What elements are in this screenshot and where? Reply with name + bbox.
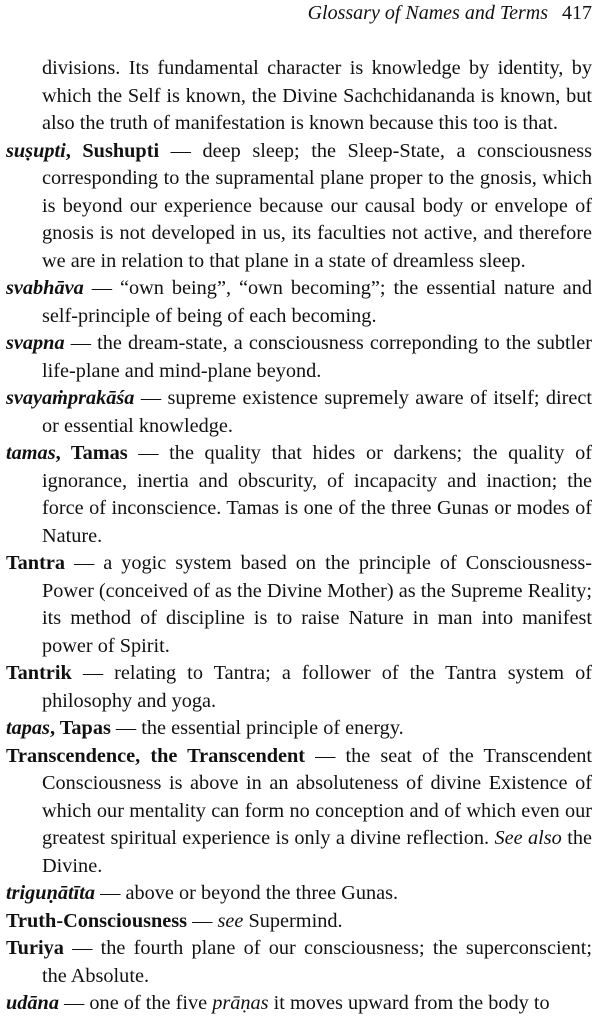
glossary-entry-udana (6, 990, 592, 1018)
glossary-entry-tamas (6, 440, 592, 550)
entry-definition: — deep sleep; the Sleep-State, a consciousness corresponding to the supramental plane proper to the gnosis, which is beyond our experience because our causal body or envelope of gnosis is not developed in us, its faculties not active, and therefore we are in relation to that plane in a state of dreamless sleep. (42, 139, 593, 272)
entry-term-italic: svabhāva (6, 277, 84, 299)
entry-see-also: See also (494, 827, 562, 849)
entry-definition: — “own being”, “own becoming”; the essential nature and self-principle of being of each becoming. (42, 277, 592, 327)
entry-definition: — the seat of the Transcendent Consciousness is above in an absoluteness of divine Existence of which our mentality can form no conception and of which even our greatest spiritual experience is only a divine reflection. (42, 744, 593, 849)
entry-definition: — above or beyond the three Gunas. (95, 882, 399, 904)
entry-definition-after: it moves upward from the body to (268, 992, 550, 1014)
continued-paragraph: divisions. Its fundamental character is knowledge by identity, by which the Self is known, the Divine Sachchidananda is known, but also the truth of manifestation is known because this too is that. (42, 57, 592, 134)
entry-term-italic: udāna (6, 992, 59, 1014)
entry-term-italic: triguṇātīta (6, 882, 96, 904)
entry-definition: — (187, 909, 218, 932)
entry-term: Tapas (59, 717, 111, 739)
glossary-entry-svayamprakasa (6, 385, 592, 440)
glossary-entry-turiya (6, 935, 592, 990)
glossary-entry-susupti (6, 138, 592, 276)
entry-term-italic: tamas (6, 442, 56, 464)
entry-term-italic: suṣupti (6, 139, 66, 162)
glossary-entry-transcendence (6, 743, 592, 881)
entry-definition: — the dream-state, a consciousness correponding to the subtler life-plane and mind-plane beyond. (42, 332, 592, 382)
entry-definition: — the essential principle of energy. (110, 717, 404, 739)
entry-see: see (217, 909, 244, 932)
entry-definition-after: the Divine. (42, 827, 592, 877)
glossary-entry-svapna (6, 330, 592, 385)
glossary-entry-tapas (6, 715, 592, 743)
entry-term: Tamas (70, 442, 128, 464)
glossary-entry-truth-consciousness (6, 908, 592, 936)
entry-separator: , (65, 139, 83, 162)
running-header (308, 2, 592, 25)
header-title: Glossary of Names and Terms (307, 2, 548, 24)
entry-term-italic: svapna (6, 332, 65, 354)
entry-term: Turiya (6, 937, 64, 959)
entry-definition: — relating to Tantra; a follower of the Tantra system of philosophy and yoga. (42, 662, 592, 712)
glossary-entry-tantrik (6, 660, 592, 715)
page-number: 417 (562, 2, 592, 24)
glossary-entry-tantra (6, 550, 592, 660)
entry-definition: — one of the five (58, 992, 213, 1014)
entry-definition: — supreme existence supremely aware of itself; direct or essential knowledge. (42, 387, 592, 437)
entry-separator: , (49, 717, 60, 739)
entry-term: Sushupti (82, 139, 160, 162)
entry-definition: — the fourth plane of our consciousness; the superconscient; the Absolute. (42, 937, 592, 987)
glossary-entry-trigunatita (6, 880, 592, 908)
entry-separator: , (55, 442, 71, 464)
entry-definition-after: Supermind. (243, 909, 343, 932)
glossary-body (6, 55, 592, 1018)
entry-term: Tantra (6, 552, 65, 574)
entry-italic-word: prāṇas (212, 992, 269, 1014)
entry-term-italic: tapas (6, 717, 50, 739)
entry-definition: — a yogic system based on the principle of Consciousness-Power (conceived of as the Divine Mother) as the Supreme Reality; its method of discipline is to raise Nature in man into manifest power of Spirit. (42, 552, 592, 657)
entry-definition: — the quality that hides or darkens; the quality of ignorance, inertia and obscurity, of incapacity and inaction; the force of inconscience. Tamas is one of the three Gunas or modes of Nature. (42, 442, 592, 547)
glossary-entry-svabhava (6, 275, 592, 330)
entry-term: Transcendence, the Transcendent (6, 744, 306, 767)
entry-term-italic: svayaṁprakāśa (6, 387, 135, 409)
entry-term: Truth-Consciousness (6, 909, 188, 932)
entry-term: Tantrik (6, 662, 72, 684)
